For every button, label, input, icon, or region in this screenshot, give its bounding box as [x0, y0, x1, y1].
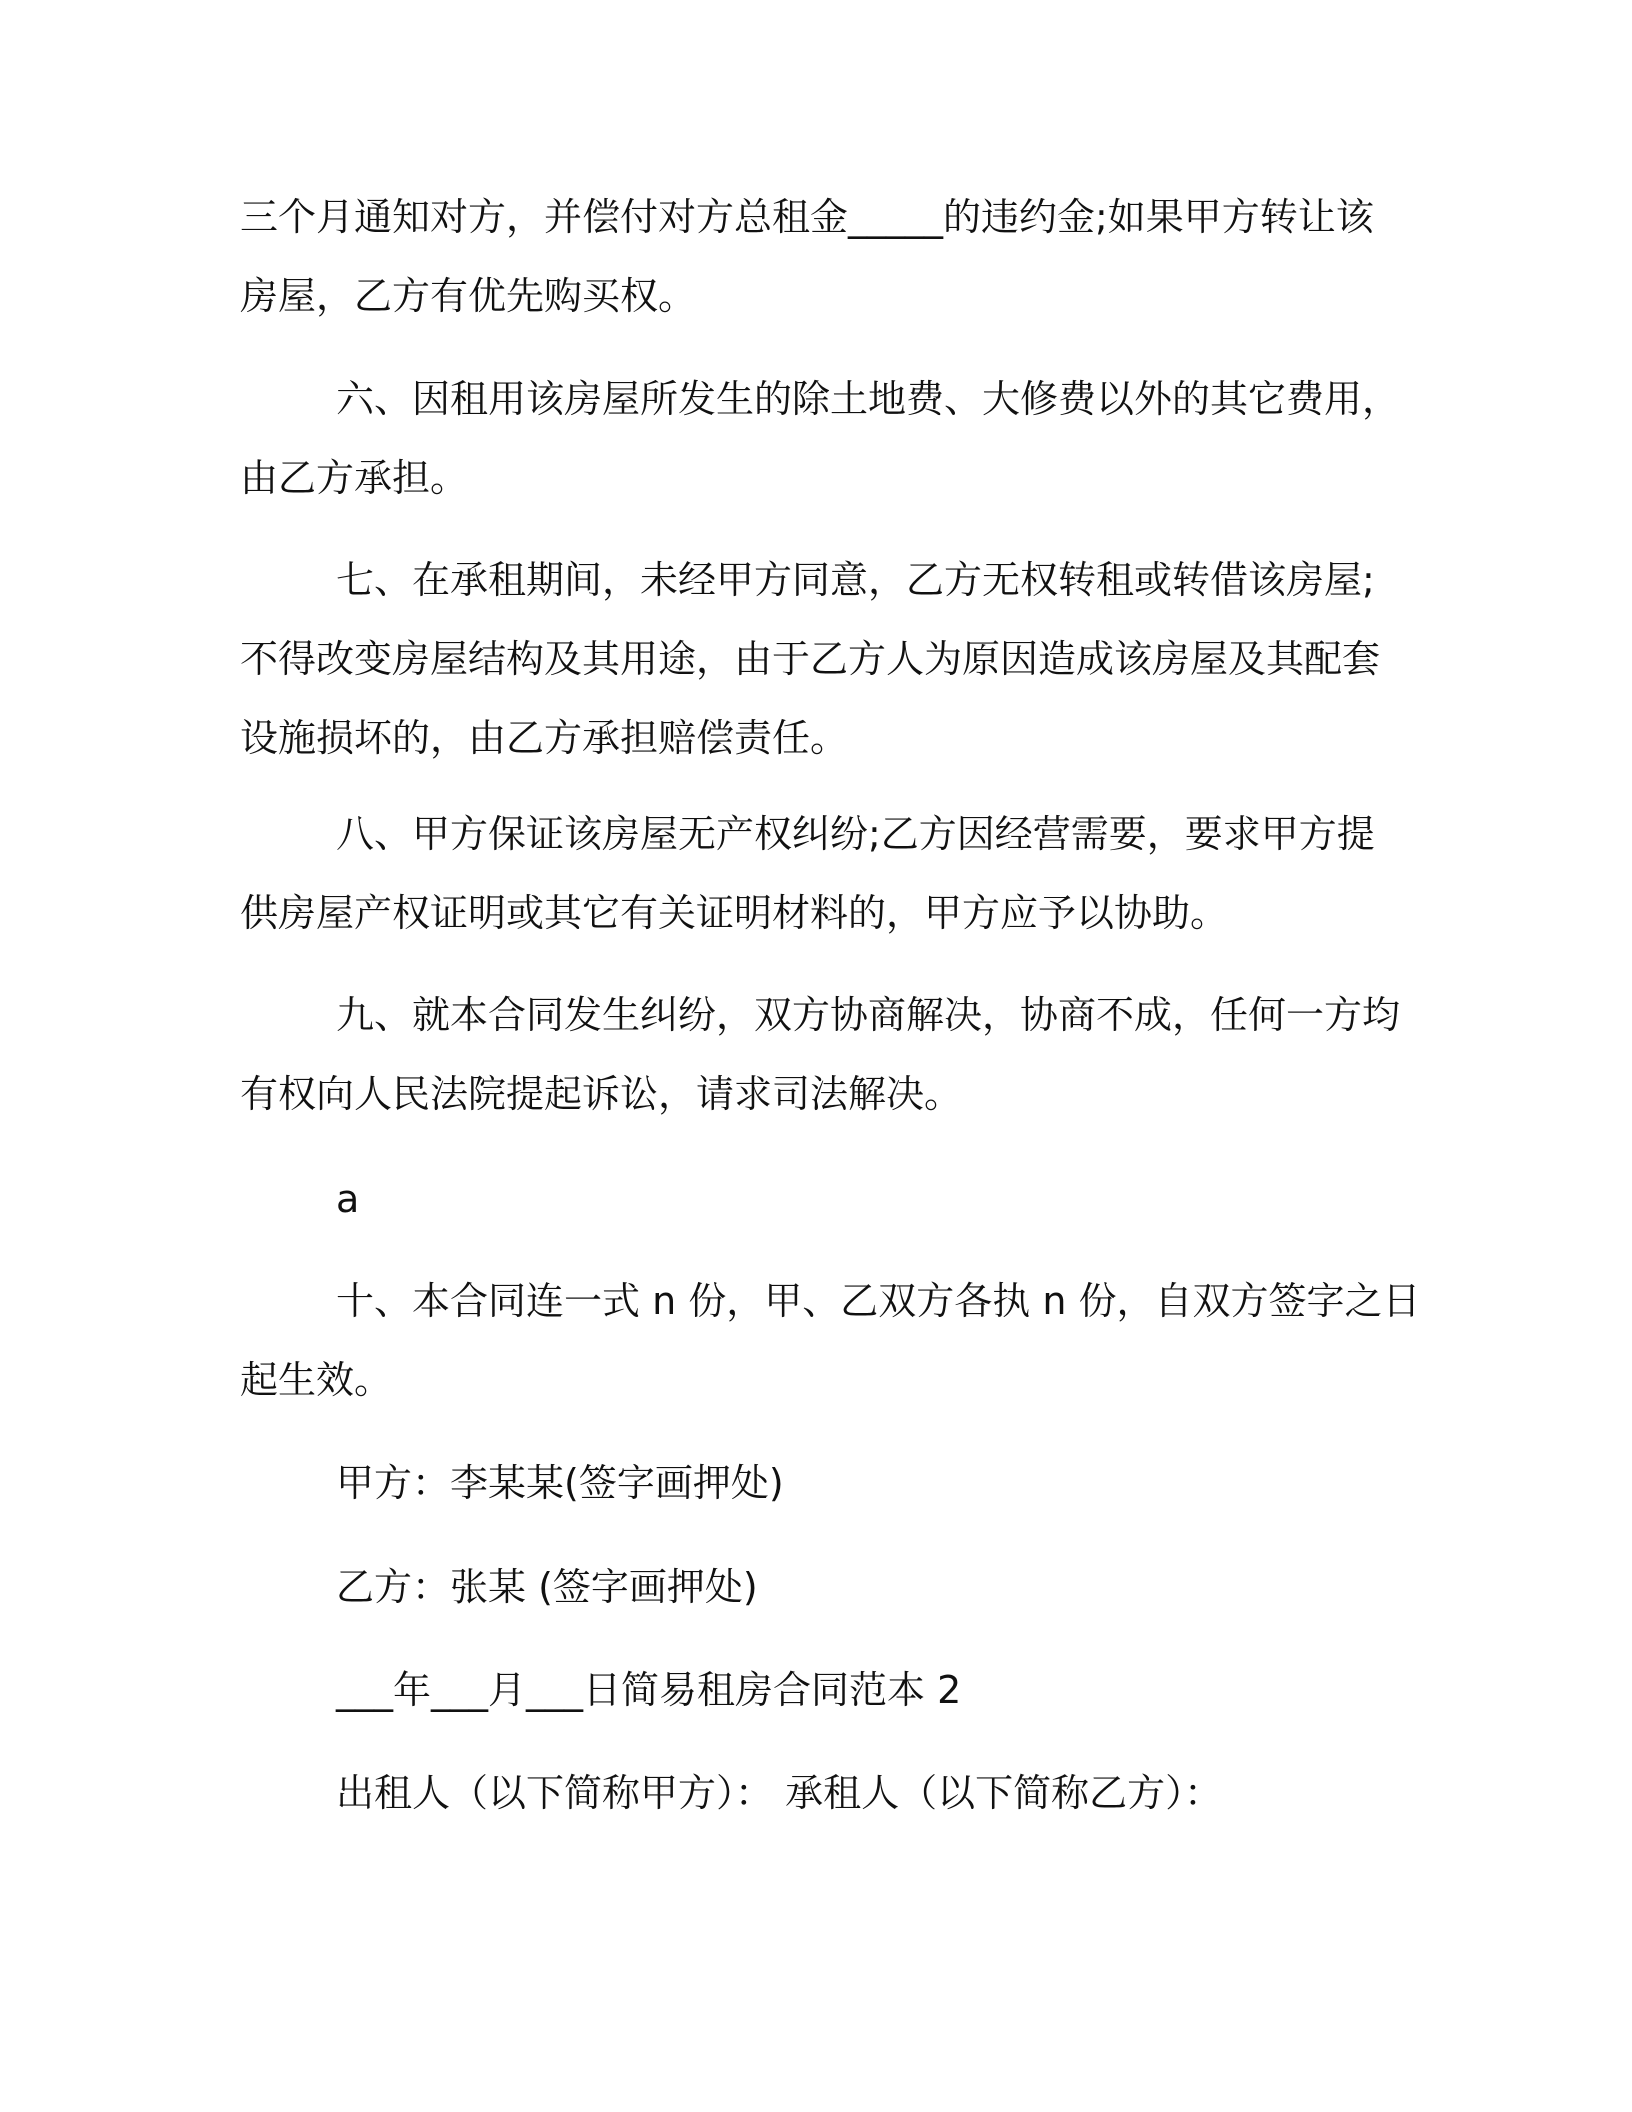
party-b-signature: 乙方：张某 (签字画押处) [336, 1565, 758, 1609]
text-line: 供房屋产权证明或其它有关证明材料的，甲方应予以协助。 [240, 891, 1229, 935]
paragraph-continuation [240, 178, 1374, 336]
text-line: 起生效。 [240, 1358, 393, 1402]
paragraph-clause-ten [240, 1262, 1421, 1420]
text-line: 六、因租用该房屋所发生的除土地费、大修费以外的其它费用， [336, 377, 1401, 421]
lessor-lessee-line: 出租人（以下简称甲方）： 承租人（以下简称乙方）： [336, 1771, 1223, 1815]
text-line: 七、在承租期间，未经甲方同意，乙方无权转租或转借该房屋; [336, 558, 1375, 602]
paragraph-clause-eight [240, 795, 1375, 953]
text-line: 房屋，乙方有优先购买权。 [240, 274, 697, 318]
text-line: 由乙方承担。 [240, 456, 469, 500]
party-a-signature: 甲方：李某某(签字画押处) [336, 1461, 784, 1505]
text-line: 八、甲方保证该房屋无产权纠纷;乙方因经营需要，要求甲方提 [336, 812, 1375, 856]
text-line: 设施损坏的，由乙方承担赔偿责任。 [240, 716, 849, 760]
text-line: 九、就本合同发生纠纷，双方协商解决，协商不成，任何一方均 [336, 993, 1401, 1037]
date-and-title: ___年___月___日简易租房合同范本 2 [336, 1668, 962, 1712]
text-line: 有权向人民法院提起诉讼，请求司法解决。 [240, 1072, 963, 1116]
paragraph-clause-seven [240, 541, 1381, 778]
text-line: 不得改变房屋结构及其用途，由于乙方人为原因造成该房屋及其配套 [240, 637, 1381, 681]
paragraph-clause-six [240, 360, 1401, 518]
text-line: a [336, 1177, 360, 1221]
text-line: 十、本合同连一式 n 份，甲、乙双方各执 n 份，自双方签字之日 [336, 1279, 1421, 1323]
text-line: 三个月通知对方，并偿付对方总租金_____的违约金;如果甲方转让该 [240, 195, 1374, 239]
paragraph-clause-nine [240, 976, 1401, 1134]
paragraph-a [240, 1160, 1370, 1239]
